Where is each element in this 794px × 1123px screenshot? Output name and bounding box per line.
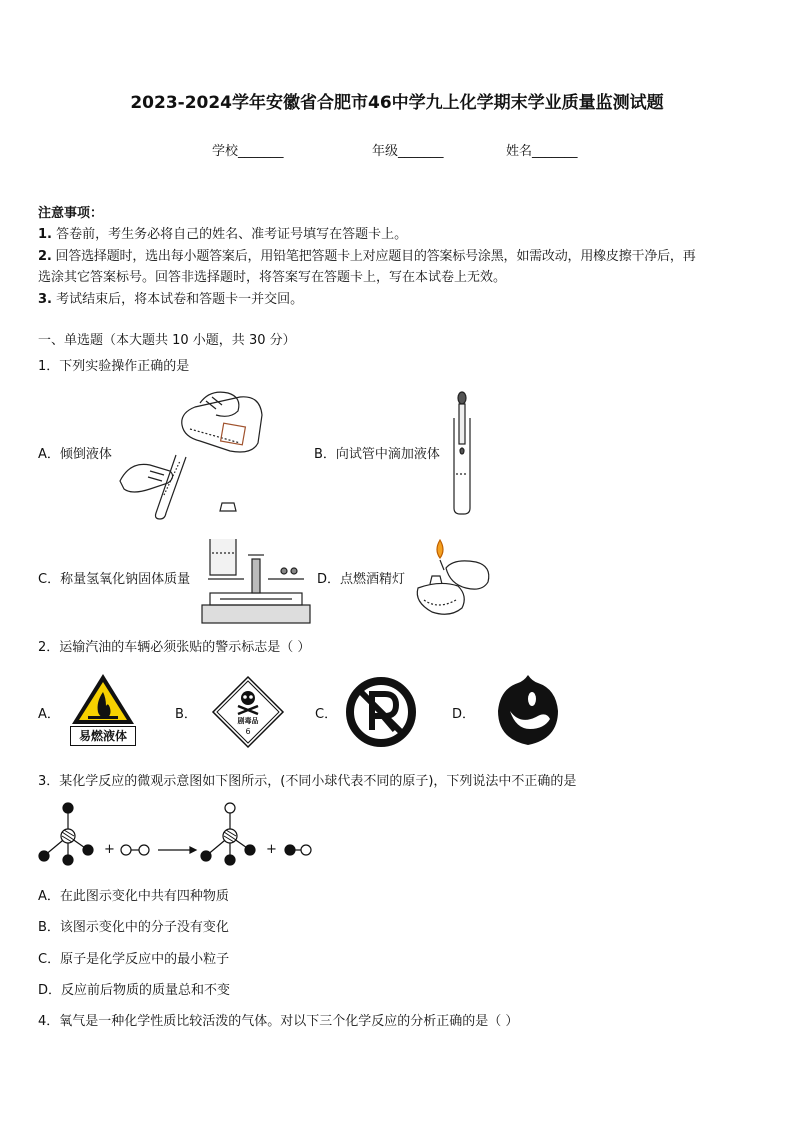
notice-item-number: 3.	[38, 292, 52, 307]
question-3-stem: 3．某化学反应的微观示意图如下图所示，(不同小球代表不同的原子)，下列说法中不正确的是	[38, 774, 577, 789]
question-2-stem: 2．运输汽油的车辆必须张贴的警示标志是（ ）	[38, 640, 311, 655]
question-1-stem: 1．下列实验操作正确的是	[38, 359, 190, 374]
q1-option-c: C．称量氢氧化钠固体质量	[38, 572, 191, 587]
flammable-liquid-sign	[70, 672, 136, 746]
q2-option-a: A．	[38, 707, 60, 722]
plus-sign: +	[266, 842, 277, 857]
q3-option-d: D．反应前后物质的质量总和不变	[38, 983, 231, 998]
plus-sign: +	[104, 842, 115, 857]
sign-label: 剧毒品	[237, 717, 259, 725]
notice-item-text: 答卷前，考生务必将自己的姓名、准考证号填写在答题卡上。	[56, 227, 408, 242]
notice-item	[38, 223, 407, 242]
dropper-test-tube-illustration	[446, 390, 476, 515]
balance-illustration	[200, 535, 312, 627]
alcohol-lamp-illustration	[410, 530, 496, 618]
q1-option-a: A．倾倒液体	[38, 447, 112, 462]
page-title: 2023-2024学年安徽省合肥市46中学九上化学期末学业质量监测试题	[130, 93, 664, 113]
notice-item-number: 2.	[38, 249, 52, 264]
q2-option-d: D．	[452, 707, 476, 722]
q1-option-b: B．向试管中滴加液体	[314, 447, 440, 462]
skull-diamond-icon	[212, 676, 284, 748]
reaction-micro-diagram	[34, 800, 324, 870]
notice-item	[38, 245, 696, 264]
notice-item-text: 考试结束后，将本试卷和答题卡一并交回。	[56, 292, 304, 307]
section-heading: 一、单选题（本大题共 10 小题，共 30 分）	[38, 333, 296, 348]
notice-item	[38, 288, 303, 307]
notice-item-text: 回答选择题时，选出每小题答案后，用铅笔把答题卡上对应题目的答案标号涂黑，如需改动，用橡皮擦干净后，再	[55, 249, 696, 264]
no-parking-icon	[345, 676, 417, 748]
notice-item	[38, 266, 506, 285]
notice-item-number: 1.	[38, 227, 52, 242]
notice-heading: 注意事项：	[38, 206, 104, 221]
q3-option-a: A．在此图示变化中共有四种物质	[38, 889, 229, 904]
q2-option-b: B．	[175, 707, 197, 722]
toxic-substance-sign	[212, 676, 284, 748]
name-field: 姓名_______	[506, 144, 578, 159]
q1-option-d: D．点燃酒精灯	[317, 572, 406, 587]
school-field: 学校_______	[212, 144, 284, 159]
water-hazard-icon	[494, 673, 562, 747]
question-4-stem: 4．氧气是一种化学性质比较活泼的气体。对以下三个化学反应的分析正确的是（ ）	[38, 1014, 519, 1029]
q3-option-b: B．该图示变化中的分子没有变化	[38, 920, 229, 935]
pouring-liquid-illustration	[120, 385, 270, 520]
grade-field: 年级_______	[372, 144, 444, 159]
flammable-warning-icon	[70, 672, 136, 726]
q3-option-c: C．原子是化学反应中的最小粒子	[38, 952, 230, 967]
sign-label: 易燃液体	[70, 726, 136, 746]
notice-item-text: 选涂其它答案标号。回答非选择题时，将答案写在答题卡上，写在本试卷上无效。	[38, 270, 507, 285]
sign-number: 6	[245, 727, 251, 736]
q2-option-c: C．	[315, 707, 338, 722]
